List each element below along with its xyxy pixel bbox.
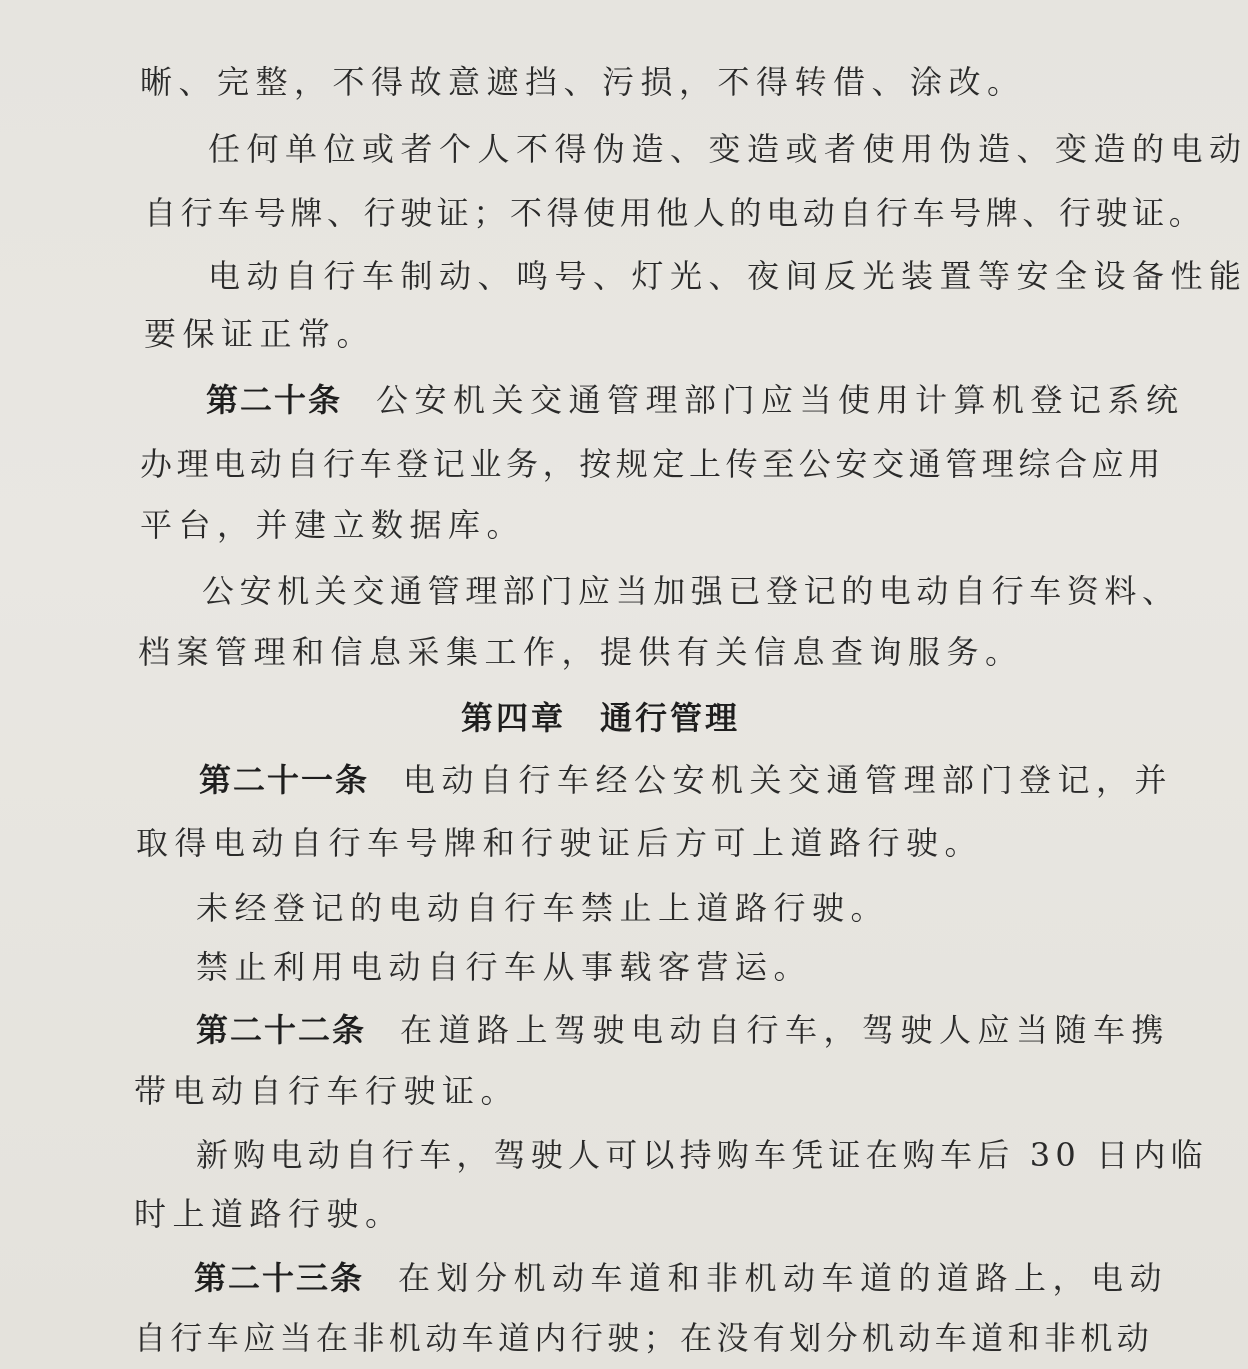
- text-line: 未经登记的电动自行车禁止上道路行驶。: [196, 889, 890, 927]
- chapter-title: 通行管理: [600, 699, 741, 737]
- article-20-line: [206, 380, 1185, 420]
- text-line: 时上道路行驶。: [134, 1195, 404, 1233]
- article-23-line: [194, 1258, 1168, 1298]
- text-line: 要保证正常。: [144, 315, 376, 353]
- text-line: 公安机关交通管理部门应当使用计算机登记系统: [376, 381, 1185, 419]
- article-22-line: [196, 1010, 1170, 1050]
- article-20-title: 第二十条: [206, 381, 343, 419]
- text-line: 在道路上驾驶电动自行车，驾驶人应当随车携: [400, 1011, 1171, 1049]
- text-line: 平台，并建立数据库。: [140, 506, 526, 544]
- text-line: 自行车应当在非机动车道内行驶；在没有划分机动车道和非机动: [134, 1319, 1154, 1357]
- text-line: 新购电动自行车，驾驶人可以持购车凭证在购车后 30 日内临: [196, 1136, 1208, 1174]
- text-line: 晰、完整，不得故意遮挡、污损，不得转借、涂改。: [140, 63, 1026, 101]
- text-line: 取得电动自行车号牌和行驶证后方可上道路行驶。: [136, 824, 984, 862]
- article-23-title: 第二十三条: [194, 1259, 365, 1297]
- text-line: 带电动自行车行驶证。: [134, 1072, 520, 1110]
- text-line: 公安机关交通管理部门应当加强已登记的电动自行车资料、: [202, 572, 1180, 610]
- chapter-heading: [461, 698, 740, 738]
- text-line: 办理电动自行车登记业务，按规定上传至公安交通管理综合应用: [140, 445, 1165, 483]
- text-line: 电动自行车经公安机关交通管理部门登记，并: [403, 761, 1174, 799]
- text-line: 在划分机动车道和非机动车道的道路上，电动: [398, 1259, 1169, 1297]
- text-line: 禁止利用电动自行车从事载客营运。: [196, 948, 813, 986]
- text-line: 任何单位或者个人不得伪造、变造或者使用伪造、变造的电动: [208, 130, 1248, 168]
- article-21-title: 第二十一条: [199, 761, 370, 799]
- chapter-number: 第四章: [461, 699, 567, 737]
- text-line: 电动自行车制动、鸣号、灯光、夜间反光装置等安全设备性能: [208, 257, 1248, 295]
- text-line: 档案管理和信息采集工作，提供有关信息查询服务。: [138, 633, 1024, 671]
- article-21-line: [199, 760, 1173, 800]
- text-line: 自行车号牌、行驶证；不得使用他人的电动自行车号牌、行驶证。: [144, 194, 1206, 232]
- article-22-title: 第二十二条: [196, 1011, 367, 1049]
